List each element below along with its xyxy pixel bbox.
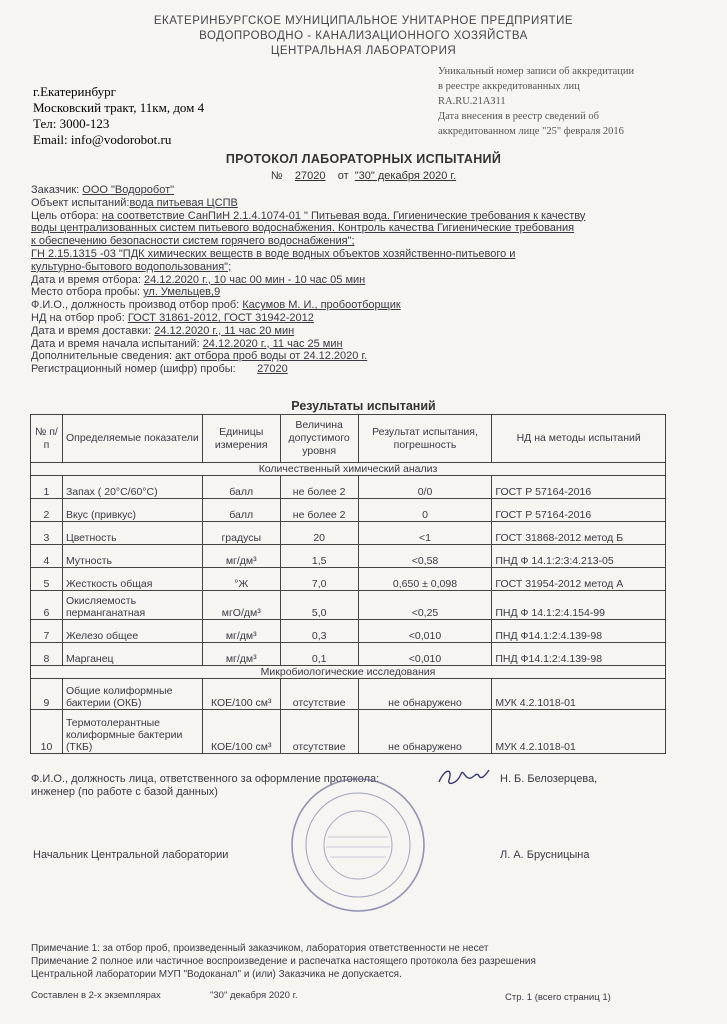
sampling-nd-value: ГОСТ 31861-2012, ГОСТ 31942-2012 <box>127 311 314 324</box>
official-stamp <box>288 775 428 915</box>
row-number: 6 <box>31 591 63 620</box>
result-cell: <0,010 <box>358 620 492 643</box>
results-title: Результаты испытаний <box>291 399 436 413</box>
field-label: Регистрационный номер (шифр) пробы: <box>31 363 236 376</box>
sampling-datetime-value: 24.12.2020 г., 10 час 00 мин - 10 час 05 мин <box>143 273 366 286</box>
method-cell: ПНД Ф 14.1:2:3:4.213-05 <box>492 545 666 568</box>
address-block <box>33 84 204 148</box>
result-cell: 0 <box>358 499 492 522</box>
footer-date: "30" декабря 2020 г. <box>210 990 298 1001</box>
results-table <box>30 414 666 754</box>
method-cell: ПНД Ф14.1:2:4.139-98 <box>492 620 666 643</box>
row-number: 1 <box>31 476 63 499</box>
address-phone: Тел: 3000-123 <box>33 116 110 131</box>
table-header-row <box>31 415 666 463</box>
responsible-label: Ф.И.О., должность лица, ответственного за оформление протокола: <box>31 773 380 785</box>
limit-cell: отсутствие <box>280 710 358 754</box>
row-number: 10 <box>31 710 63 754</box>
col-header: Единицы измерения <box>202 415 280 463</box>
row-number: 4 <box>31 545 63 568</box>
method-cell: МУК 4.2.1018-01 <box>492 710 666 754</box>
limit-cell: не более 2 <box>280 476 358 499</box>
sampling-place-value: ул. Умельцев,9 <box>143 286 221 299</box>
field-label: Дополнительные сведения: <box>31 350 172 363</box>
table-body <box>31 463 666 754</box>
protocol-fields <box>31 184 661 376</box>
section-label: Количественный химический анализ <box>31 463 666 476</box>
accreditation-block <box>438 64 678 139</box>
indicator-cell: Железо общее <box>62 620 202 643</box>
test-start-value: 24.12.2020 г., 11 час 25 мин <box>202 337 343 350</box>
table-row <box>31 476 666 499</box>
unit-cell: КОЕ/100 см³ <box>202 679 280 710</box>
limit-cell: 1,5 <box>280 545 358 568</box>
method-cell: ГОСТ Р 57164-2016 <box>492 476 666 499</box>
accreditation-line: в реестре аккредитованных лиц <box>438 81 580 92</box>
table-row <box>31 679 666 710</box>
protocol-date: "30" декабря 2020 г. <box>354 170 457 182</box>
method-cell: ГОСТ 31868-2012 метод Б <box>492 522 666 545</box>
field-label: Ф.И.О., должность производ отбор проб: <box>31 299 240 312</box>
unit-cell: балл <box>202 476 280 499</box>
result-cell: 0/0 <box>358 476 492 499</box>
note-2: Примечание 2 полное или частичное воспроизведение и распечатка настоящего протокола без разрешения <box>31 956 536 967</box>
limit-cell: отсутствие <box>280 679 358 710</box>
result-cell: <0,58 <box>358 545 492 568</box>
field-label: Место отбора пробы: <box>31 286 141 299</box>
field-label: Заказчик: <box>31 184 80 196</box>
date-label: от <box>337 170 349 182</box>
head-label: Начальник Центральной лаборатории <box>33 849 229 861</box>
object-value: вода питьевая ЦСПВ <box>129 196 238 209</box>
table-row <box>31 568 666 591</box>
responsible-position: инженер (по работе с базой данных) <box>31 786 218 798</box>
unit-cell: мг/дм³ <box>202 545 280 568</box>
note-1: Примечание 1: за отбор проб, произведенный заказчиком, лаборатория ответственности не несет <box>31 943 489 954</box>
field-label: Дата и время доставки: <box>31 324 152 337</box>
method-cell: ГОСТ Р 57164-2016 <box>492 499 666 522</box>
result-cell: <1 <box>358 522 492 545</box>
table-row <box>31 499 666 522</box>
notes-block <box>31 942 536 981</box>
limit-cell: 0,3 <box>280 620 358 643</box>
sampler-value: Касумов М. И., пробоотборщик <box>242 299 401 312</box>
row-number: 7 <box>31 620 63 643</box>
indicator-cell: Вкус (привкус) <box>62 499 202 522</box>
unit-cell: мгО/дм³ <box>202 591 280 620</box>
result-cell: <0,25 <box>358 591 492 620</box>
accreditation-line: Дата внесения в реестр сведений об <box>438 111 600 122</box>
purpose-value: ГН 2.15.1315 -03 "ПДК химических веществ в воде водных объектов хозяйственно-питьевого и <box>31 247 516 260</box>
indicator-cell: Запах ( 20°С/60°С) <box>62 476 202 499</box>
accreditation-number: RA.RU.21АЗ11 <box>438 96 506 107</box>
unit-cell: мг/дм³ <box>202 643 280 666</box>
col-header: Величина допустимого уровня <box>280 415 358 463</box>
row-number: 2 <box>31 499 63 522</box>
method-cell: ПНД Ф14.1:2:4.139-98 <box>492 643 666 666</box>
address-email: Email: info@vodorobot.ru <box>33 132 172 147</box>
unit-cell: балл <box>202 499 280 522</box>
unit-cell: градусы <box>202 522 280 545</box>
result-cell: не обнаружено <box>358 710 492 754</box>
table-row <box>31 710 666 754</box>
row-number: 8 <box>31 643 63 666</box>
responsible-name: Н. Б. Белозерцева, <box>500 773 598 785</box>
unit-cell: КОЕ/100 см³ <box>202 710 280 754</box>
table-row <box>31 522 666 545</box>
purpose-value: на соответствие СанПиН 2.1.4.1074-01 " Питьевая вода. Гигиенические требования к качеству <box>101 209 586 222</box>
row-number: 5 <box>31 568 63 591</box>
limit-cell: 20 <box>280 522 358 545</box>
org-line-1: ЕКАТЕРИНБУРГСКОЕ МУНИЦИПАЛЬНОЕ УНИТАРНОЕ ПРЕДПРИЯТИЕ <box>153 15 574 27</box>
number-label: № <box>270 170 283 182</box>
protocol-number: 27020 <box>294 170 326 182</box>
indicator-cell: Мутность <box>62 545 202 568</box>
footer-copies: Составлен в 2-х экземплярах <box>31 990 161 1001</box>
purpose-value: воды централизованных систем питьевого водоснабжения. Контроль качества Гигиенические требования <box>31 222 575 235</box>
field-label: НД на отбор проб: <box>31 311 125 324</box>
org-line-2: ВОДОПРОВОДНО - КАНАЛИЗАЦИОННОГО ХОЗЯЙСТВА <box>199 30 528 42</box>
delivery-value: 24.12.2020 г., 11 час 20 мин <box>154 324 295 337</box>
method-cell: МУК 4.2.1018-01 <box>492 679 666 710</box>
col-header: № п/п <box>31 415 63 463</box>
indicator-cell: Цветность <box>62 522 202 545</box>
table-row <box>31 591 666 620</box>
indicator-cell: Марганец <box>62 643 202 666</box>
limit-cell: 0,1 <box>280 643 358 666</box>
col-header: НД на методы испытаний <box>492 415 666 463</box>
table-row <box>31 620 666 643</box>
result-cell: 0,650 ± 0,098 <box>358 568 492 591</box>
field-label: Дата и время отбора: <box>31 273 141 286</box>
method-cell: ГОСТ 31954-2012 метод А <box>492 568 666 591</box>
accreditation-line: Уникальный номер записи об аккредитации <box>438 66 635 77</box>
address-street: Московский тракт, 11км, дом 4 <box>33 100 205 115</box>
row-number: 3 <box>31 522 63 545</box>
customer-value: ООО "Водоробот" <box>82 184 175 196</box>
section-row <box>31 666 666 679</box>
col-header: Результат испытания, погрешность <box>358 415 492 463</box>
address-city: г.Екатеринбург <box>33 84 116 99</box>
purpose-value: культурно-бытового водопользования"; <box>31 260 232 273</box>
accreditation-date: аккредитованном лице "25" февраля 2016 <box>438 126 624 137</box>
col-header: Определяемые показатели <box>62 415 202 463</box>
table-row <box>31 545 666 568</box>
purpose-value: к обеспечению безопасности систем горячего водоснабжения"; <box>31 235 355 248</box>
table-row <box>31 643 666 666</box>
unit-cell: мг/дм³ <box>202 620 280 643</box>
limit-cell: не более 2 <box>280 499 358 522</box>
registration-number-value: 27020 <box>257 363 288 376</box>
extra-info-value: акт отбора проб воды от 24.12.2020 г. <box>175 350 368 363</box>
unit-cell: °Ж <box>202 568 280 591</box>
result-cell: не обнаружено <box>358 679 492 710</box>
indicator-cell: Общие колиформные бактерии (ОКБ) <box>62 679 202 710</box>
protocol-number-line <box>0 170 727 182</box>
row-number: 9 <box>31 679 63 710</box>
section-row <box>31 463 666 476</box>
result-cell: <0,010 <box>358 643 492 666</box>
indicator-cell: Термотолерантные колиформные бактерии (ТКБ) <box>62 710 202 754</box>
handwritten-signature <box>435 762 495 792</box>
field-label: Дата и время начала испытаний: <box>31 337 200 350</box>
limit-cell: 7,0 <box>280 568 358 591</box>
head-name: Л. А. Брусницына <box>500 849 590 861</box>
field-label: Цель отбора: <box>31 209 99 222</box>
footer-page: Стр. 1 (всего страниц 1) <box>505 992 611 1003</box>
org-line-3: ЦЕНТРАЛЬНАЯ ЛАБОРАТОРИЯ <box>270 45 457 57</box>
method-cell: ПНД Ф 14.1:2:4.154-99 <box>492 591 666 620</box>
section-label: Микробиологические исследования <box>31 666 666 679</box>
org-header <box>0 14 727 59</box>
protocol-title: ПРОТОКОЛ ЛАБОРАТОРНЫХ ИСПЫТАНИЙ <box>225 152 502 166</box>
note-3: Центральной лаборатории МУП "Водоканал" и (или) Заказчика не допускается. <box>31 969 402 980</box>
indicator-cell: Окисляемость перманганатная <box>62 591 202 620</box>
indicator-cell: Жесткость общая <box>62 568 202 591</box>
limit-cell: 5,0 <box>280 591 358 620</box>
field-label: Объект испытаний: <box>31 196 130 209</box>
